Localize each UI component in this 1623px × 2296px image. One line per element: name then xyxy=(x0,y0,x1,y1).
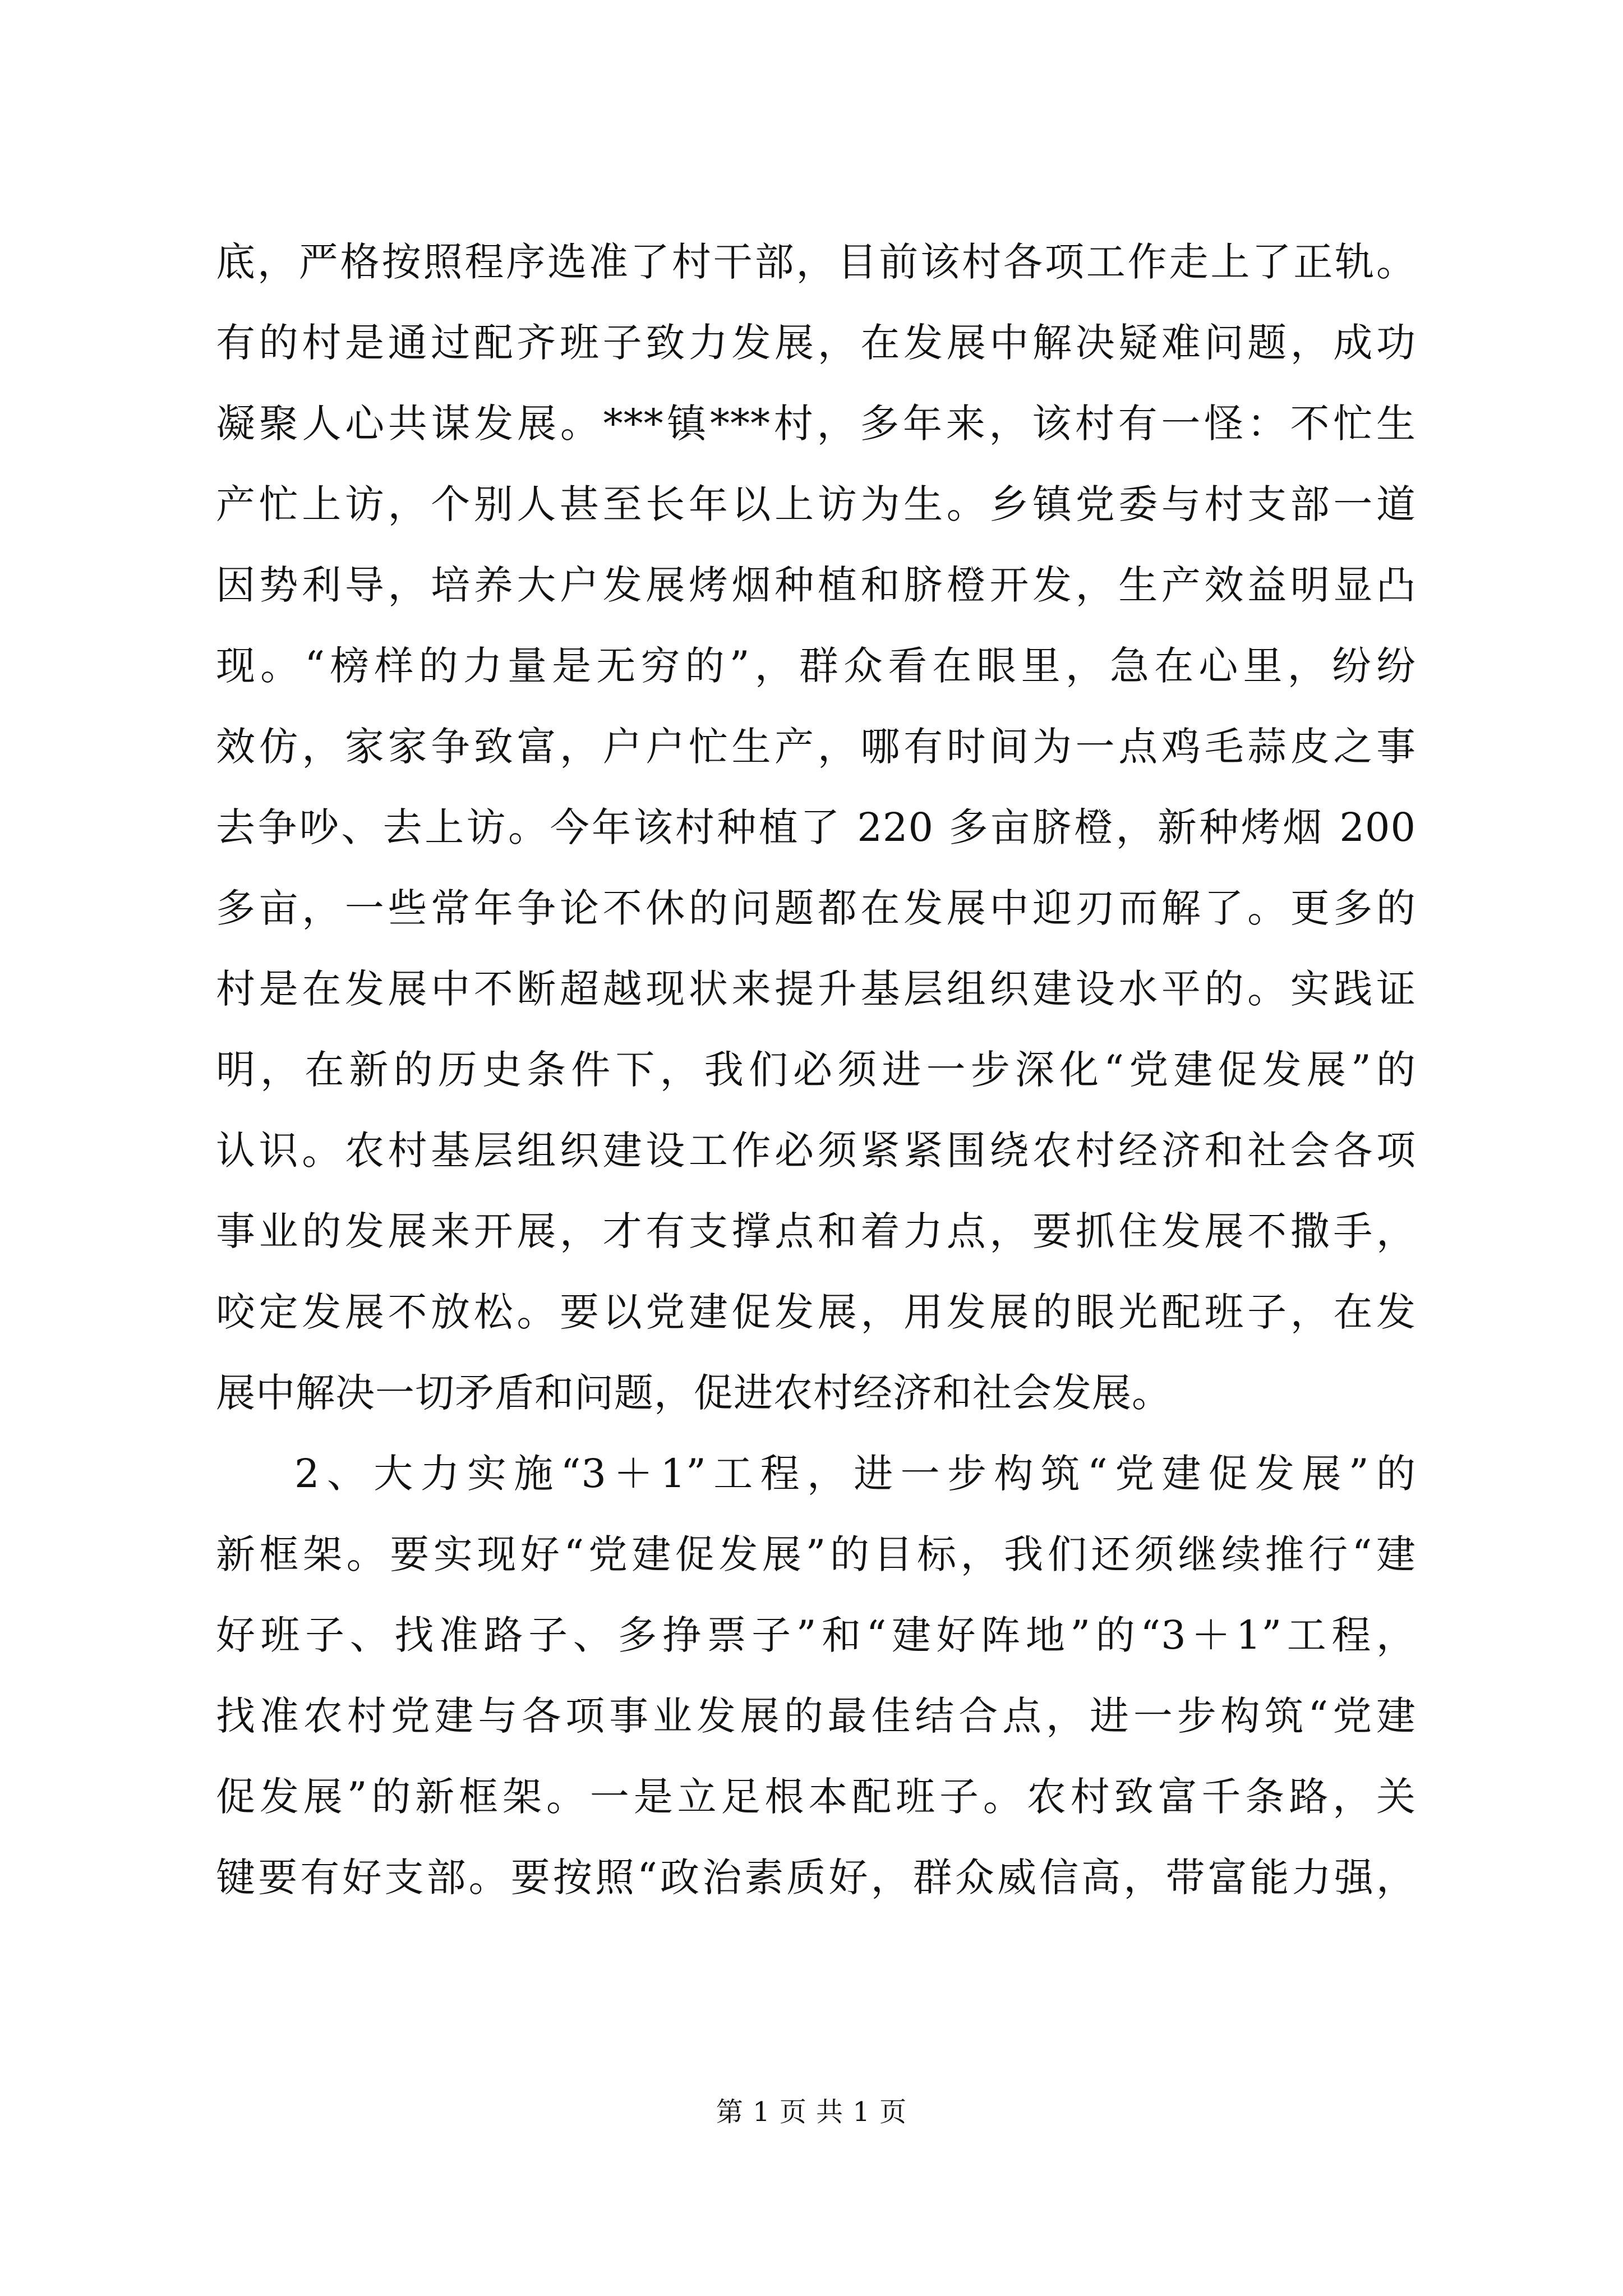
text-line: 去争吵、去上访。今年该村种植了 220 多亩脐橙，新种烤烟 200 xyxy=(216,804,1416,850)
paragraph-heading-line: 2、大力实施“3＋1”工程，进一步构筑“党建促发展”的 xyxy=(294,1451,1416,1497)
text-line: 新框架。要实现好“党建促发展”的目标，我们还须继续推行“建 xyxy=(216,1531,1416,1577)
text-line: 底，严格按照程序选准了村干部，目前该村各项工作走上了正轨。 xyxy=(216,239,1416,285)
text-line: 凝聚人心共谋发展。***镇***村，多年来，该村有一怪：不忙生 xyxy=(216,401,1416,447)
page-footer: 第 1 页 共 1 页 xyxy=(716,2096,907,2128)
text-line: 咬定发展不放松。要以党建促发展，用发展的眼光配班子，在发 xyxy=(216,1289,1416,1335)
text-line: 因势利导，培养大户发展烤烟种植和脐橙开发，生产效益明显凸 xyxy=(216,562,1416,608)
text-line: 找准农村党建与各项事业发展的最佳结合点，进一步构筑“党建 xyxy=(216,1693,1416,1739)
document-body xyxy=(216,222,1416,1918)
text-line: 促发展”的新框架。一是立足根本配班子。农村致富千条路，关 xyxy=(216,1774,1416,1820)
text-line: 多亩，一些常年争论不休的问题都在发展中迎刃而解了。更多的 xyxy=(216,885,1416,931)
text-line: 事业的发展来开展，才有支撑点和着力点，要抓住发展不撒手， xyxy=(216,1208,1416,1254)
text-line: 键要有好支部。要按照“政治素质好，群众威信高，带富能力强， xyxy=(216,1855,1416,1901)
text-line: 产忙上访，个别人甚至长年以上访为生。乡镇党委与村支部一道 xyxy=(216,481,1416,527)
text-line: 好班子、找准路子、多挣票子”和“建好阵地”的“3＋1”工程， xyxy=(216,1612,1416,1658)
text-line: 明，在新的历史条件下，我们必须进一步深化“党建促发展”的 xyxy=(216,1047,1416,1093)
text-line: 认识。农村基层组织建设工作必须紧紧围绕农村经济和社会各项 xyxy=(216,1128,1416,1174)
text-line: 效仿，家家争致富，户户忙生产，哪有时间为一点鸡毛蒜皮之事 xyxy=(216,724,1416,770)
text-line: 有的村是通过配齐班子致力发展，在发展中解决疑难问题，成功 xyxy=(216,320,1416,366)
text-line: 现。“榜样的力量是无穷的”，群众看在眼里，急在心里，纷纷 xyxy=(216,643,1416,689)
text-line: 村是在发展中不断超越现状来提升基层组织建设水平的。实践证 xyxy=(216,966,1416,1012)
text-line: 展中解决一切矛盾和问题，促进农村经济和社会发展。 xyxy=(216,1370,1172,1416)
